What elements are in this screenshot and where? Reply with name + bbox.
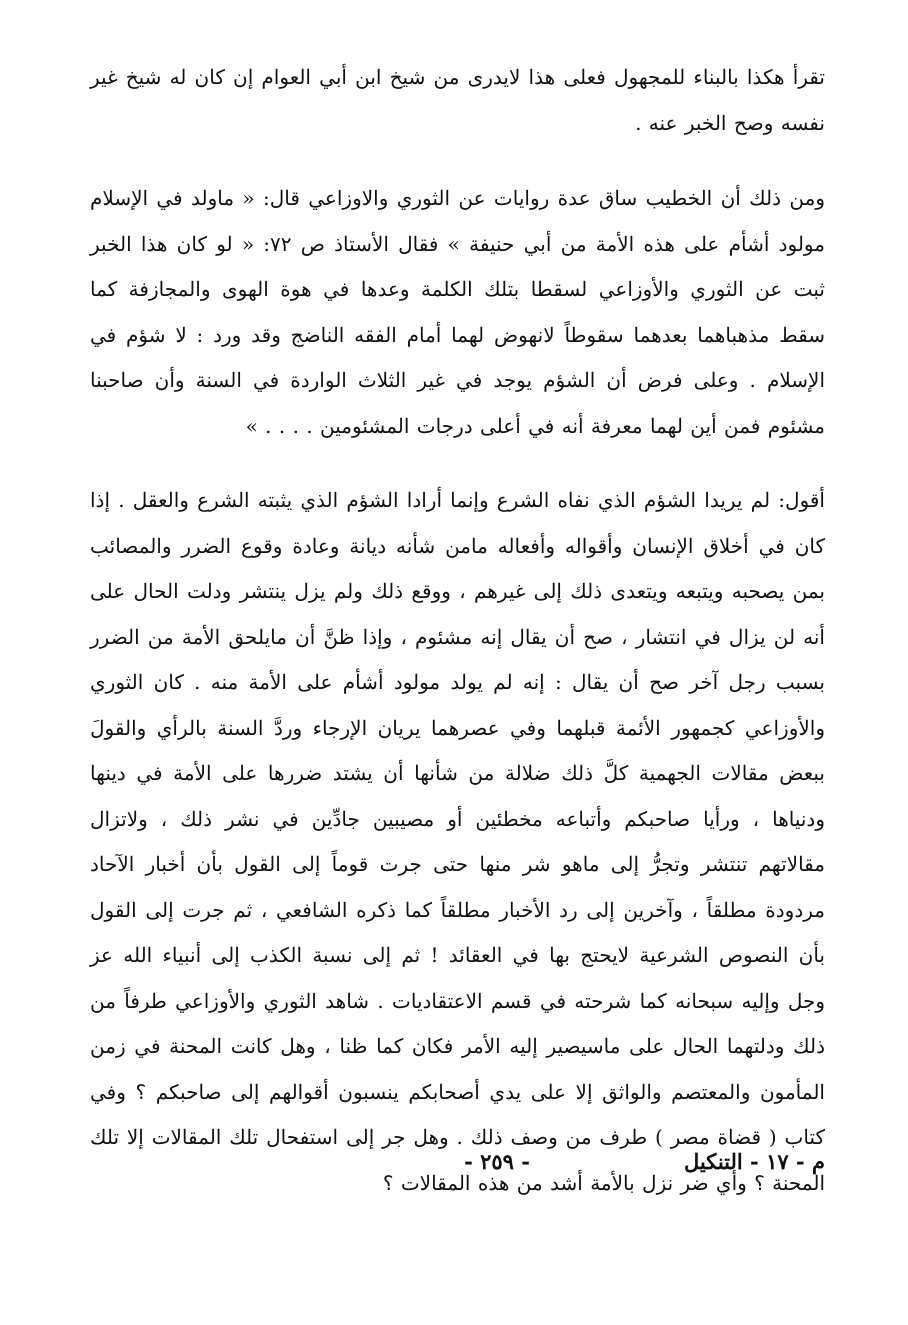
paragraph-3: [90, 478, 825, 1206]
signature-mark: م - ١٧ - التنكيل: [684, 1149, 825, 1174]
paragraph-2: [90, 176, 825, 449]
paragraph-1: [90, 55, 825, 146]
paragraph-3-text: أقول: لم يريدا الشؤم الذي نفاه الشرع وإنما أرادا الشؤم الذي يثبته الشرع والعقل . إذا كان في أخلاق الإنسان وأقواله وأفعاله مامن شأنه ديانة وعادة وقوع الضرر والمصائب بمن يصحبه ويتبعه ويتعدى ذلك إلى غيرهم ، ووقع ذلك ولم يزل ينتشر ودلت الحال على أنه لن يزال في انتشار ، صح أن يقال إنه مشئوم ، وإذا ظنَّ أن مايلحق الأمة من الضرر بسبب رجل آخر صح أن يقال : إنه لم يولد مولود أشأم على الأمة منه . كان الثوري والأوزاعي كجمهور الأئمة قبلهما وفي عصرهما يريان الإرجاء وردَّ السنة بالرأي والقولَ ببعض مقالات الجهمية كلَّ ذلك ضلالة من شأنها أن يشتد ضررها على الأمة في دينها ودنياها ، ورأيا صاحبكم وأتباعه مخطئين أو مصيبين جادِّين في نشر ذلك ، ولاتزال مقالاتهم تنتشر وتجرُّ إلى ماهو شر منها حتى جرت قوماً إلى القول بأن أخبار الآحاد مردودة مطلقاً ، وآخرين إلى رد الأخبار مطلقاً كما ذكره الشافعي ، ثم جرت إلى القول بأن النصوص الشرعية لايحتج بها في العقائد ! ثم إلى نسبة الكذب إلى أنبياء الله عز وجل وإليه سبحانه كما شرحته في قسم الاعتقاديات . شاهد الثوري والأوزاعي طرفاً من ذلك ودلتهما الحال على ماسيصير إليه الأمر فكان كما ظنا ، وهل كانت المحنة في زمن المأمون والمعتصم والواثق إلا على يدي أصحابكم ينسبون أقوالهم إلى صاحبكم ؟ وفي كتاب ( قضاة مصر ) طرف من وصف ذلك . وهل جر إلى استفحال تلك المقالات إلا تلك المحنة ؟ وأي ضر نزل بالأمة أشد من هذه المقالات ؟: [90, 488, 826, 1195]
paragraph-1-text: تقرأ هكذا بالبناء للمجهول فعلى هذا لايدرى من شيخ ابن أبي العوام إن كان له شيخ غير نفسه وصح الخبر عنه .: [90, 65, 825, 135]
page-footer: [90, 1149, 825, 1185]
paragraph-2-text: ومن ذلك أن الخطيب ساق عدة روايات عن الثوري والاوزاعي قال: « ماولد في الإسلام مولود أشأم على هذه الأمة من أبي حنيفة » فقال الأستاذ ص ٧٢: « لو كان هذا الخبر ثبت عن الثوري والأوزاعي لسقطا بتلك الكلمة وعدها في هوة الهوى والمجازفة كما سقط مذهباهما بعدهما سقوطاً لانهوض لهما أمام الفقه الناضج وقد ورد : لا شؤم في الإسلام . وعلى فرض أن الشؤم يوجد في غير الثلاث الواردة في السنة وأن صاحبنا مشئوم فمن أين لهما معرفة أنه في أعلى درجات المشئومين . . . . »: [90, 186, 825, 438]
document-page: [90, 55, 825, 1245]
page-number: - ٢٥٩ -: [464, 1149, 530, 1174]
